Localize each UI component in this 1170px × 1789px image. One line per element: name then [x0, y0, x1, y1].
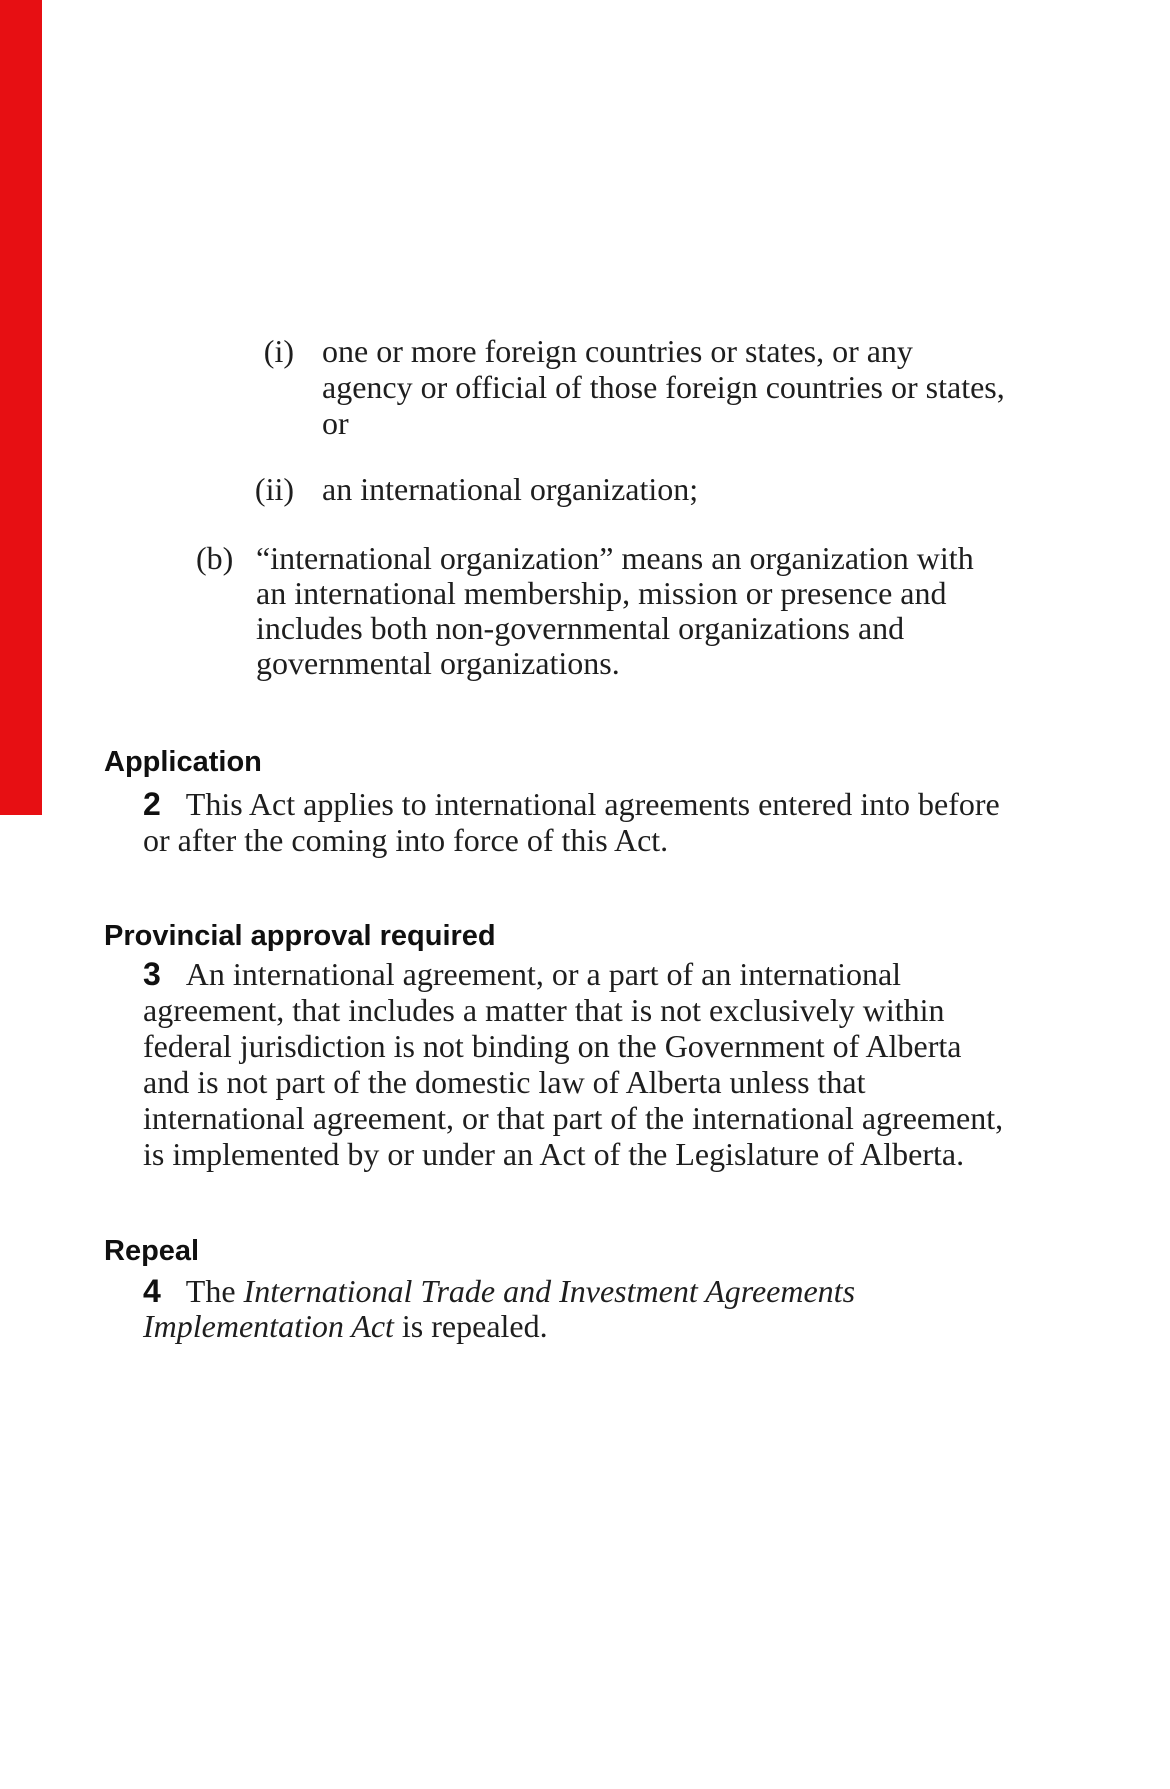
section-2 [143, 786, 1000, 858]
subclause-i-line: agency or official of those foreign countries or states, [322, 369, 1005, 405]
section-3-line: is implemented by or under an Act of the Legislature of Alberta. [143, 1136, 965, 1172]
section-heading-application: Application [104, 746, 262, 778]
section-4-text: The [185, 1273, 244, 1309]
section-4-line [143, 1274, 855, 1309]
section-4-text: is repealed. [393, 1308, 548, 1344]
subclause-i-label: (i) [263, 333, 294, 369]
clause-b-line: includes both non-governmental organizations and [256, 610, 905, 646]
section-4-italic-title: Implementation Act [143, 1308, 394, 1344]
section-3-line [143, 956, 1003, 992]
subclause-ii-label: (ii) [254, 471, 294, 507]
subclause-i-line: or [322, 405, 349, 441]
section-2-text: This Act applies to international agreements entered into before [185, 786, 1000, 822]
section-2-line [143, 786, 1000, 822]
clause-b-line: “international organization” means an organization with [256, 540, 974, 576]
section-3 [143, 956, 1003, 1172]
section-3-line: federal jurisdiction is not binding on the Government of Alberta [143, 1028, 962, 1064]
section-4-number: 4 [143, 1273, 161, 1309]
section-heading-repeal: Repeal [104, 1235, 200, 1267]
clause-b-line: an international membership, mission or presence and [256, 575, 947, 611]
clause-b-label: (b) [196, 540, 234, 576]
subclause-ii-line: an international organization; [322, 471, 699, 507]
section-4 [143, 1274, 855, 1344]
section-3-line: agreement, that includes a matter that is not exclusively within [143, 992, 945, 1028]
section-3-line: and is not part of the domestic law of Alberta unless that [143, 1064, 866, 1100]
section-3-number: 3 [143, 956, 161, 992]
section-3-text: An international agreement, or a part of an international [185, 956, 902, 992]
section-2-number: 2 [143, 786, 161, 822]
section-3-line: international agreement, or that part of the international agreement, [143, 1100, 1004, 1136]
subclause-i [322, 333, 1005, 441]
clause-b-line: governmental organizations. [256, 645, 620, 681]
clause-b [256, 541, 974, 681]
section-4-italic-title: International Trade and Investment Agreements [243, 1273, 856, 1309]
subclause-i-line: one or more foreign countries or states, or any [322, 333, 913, 369]
section-4-line [143, 1309, 855, 1344]
red-margin-bar [0, 0, 42, 815]
section-2-line: or after the coming into force of this Act. [143, 822, 669, 858]
section-heading-provincial: Provincial approval required [104, 920, 496, 952]
subclause-ii [322, 471, 698, 507]
